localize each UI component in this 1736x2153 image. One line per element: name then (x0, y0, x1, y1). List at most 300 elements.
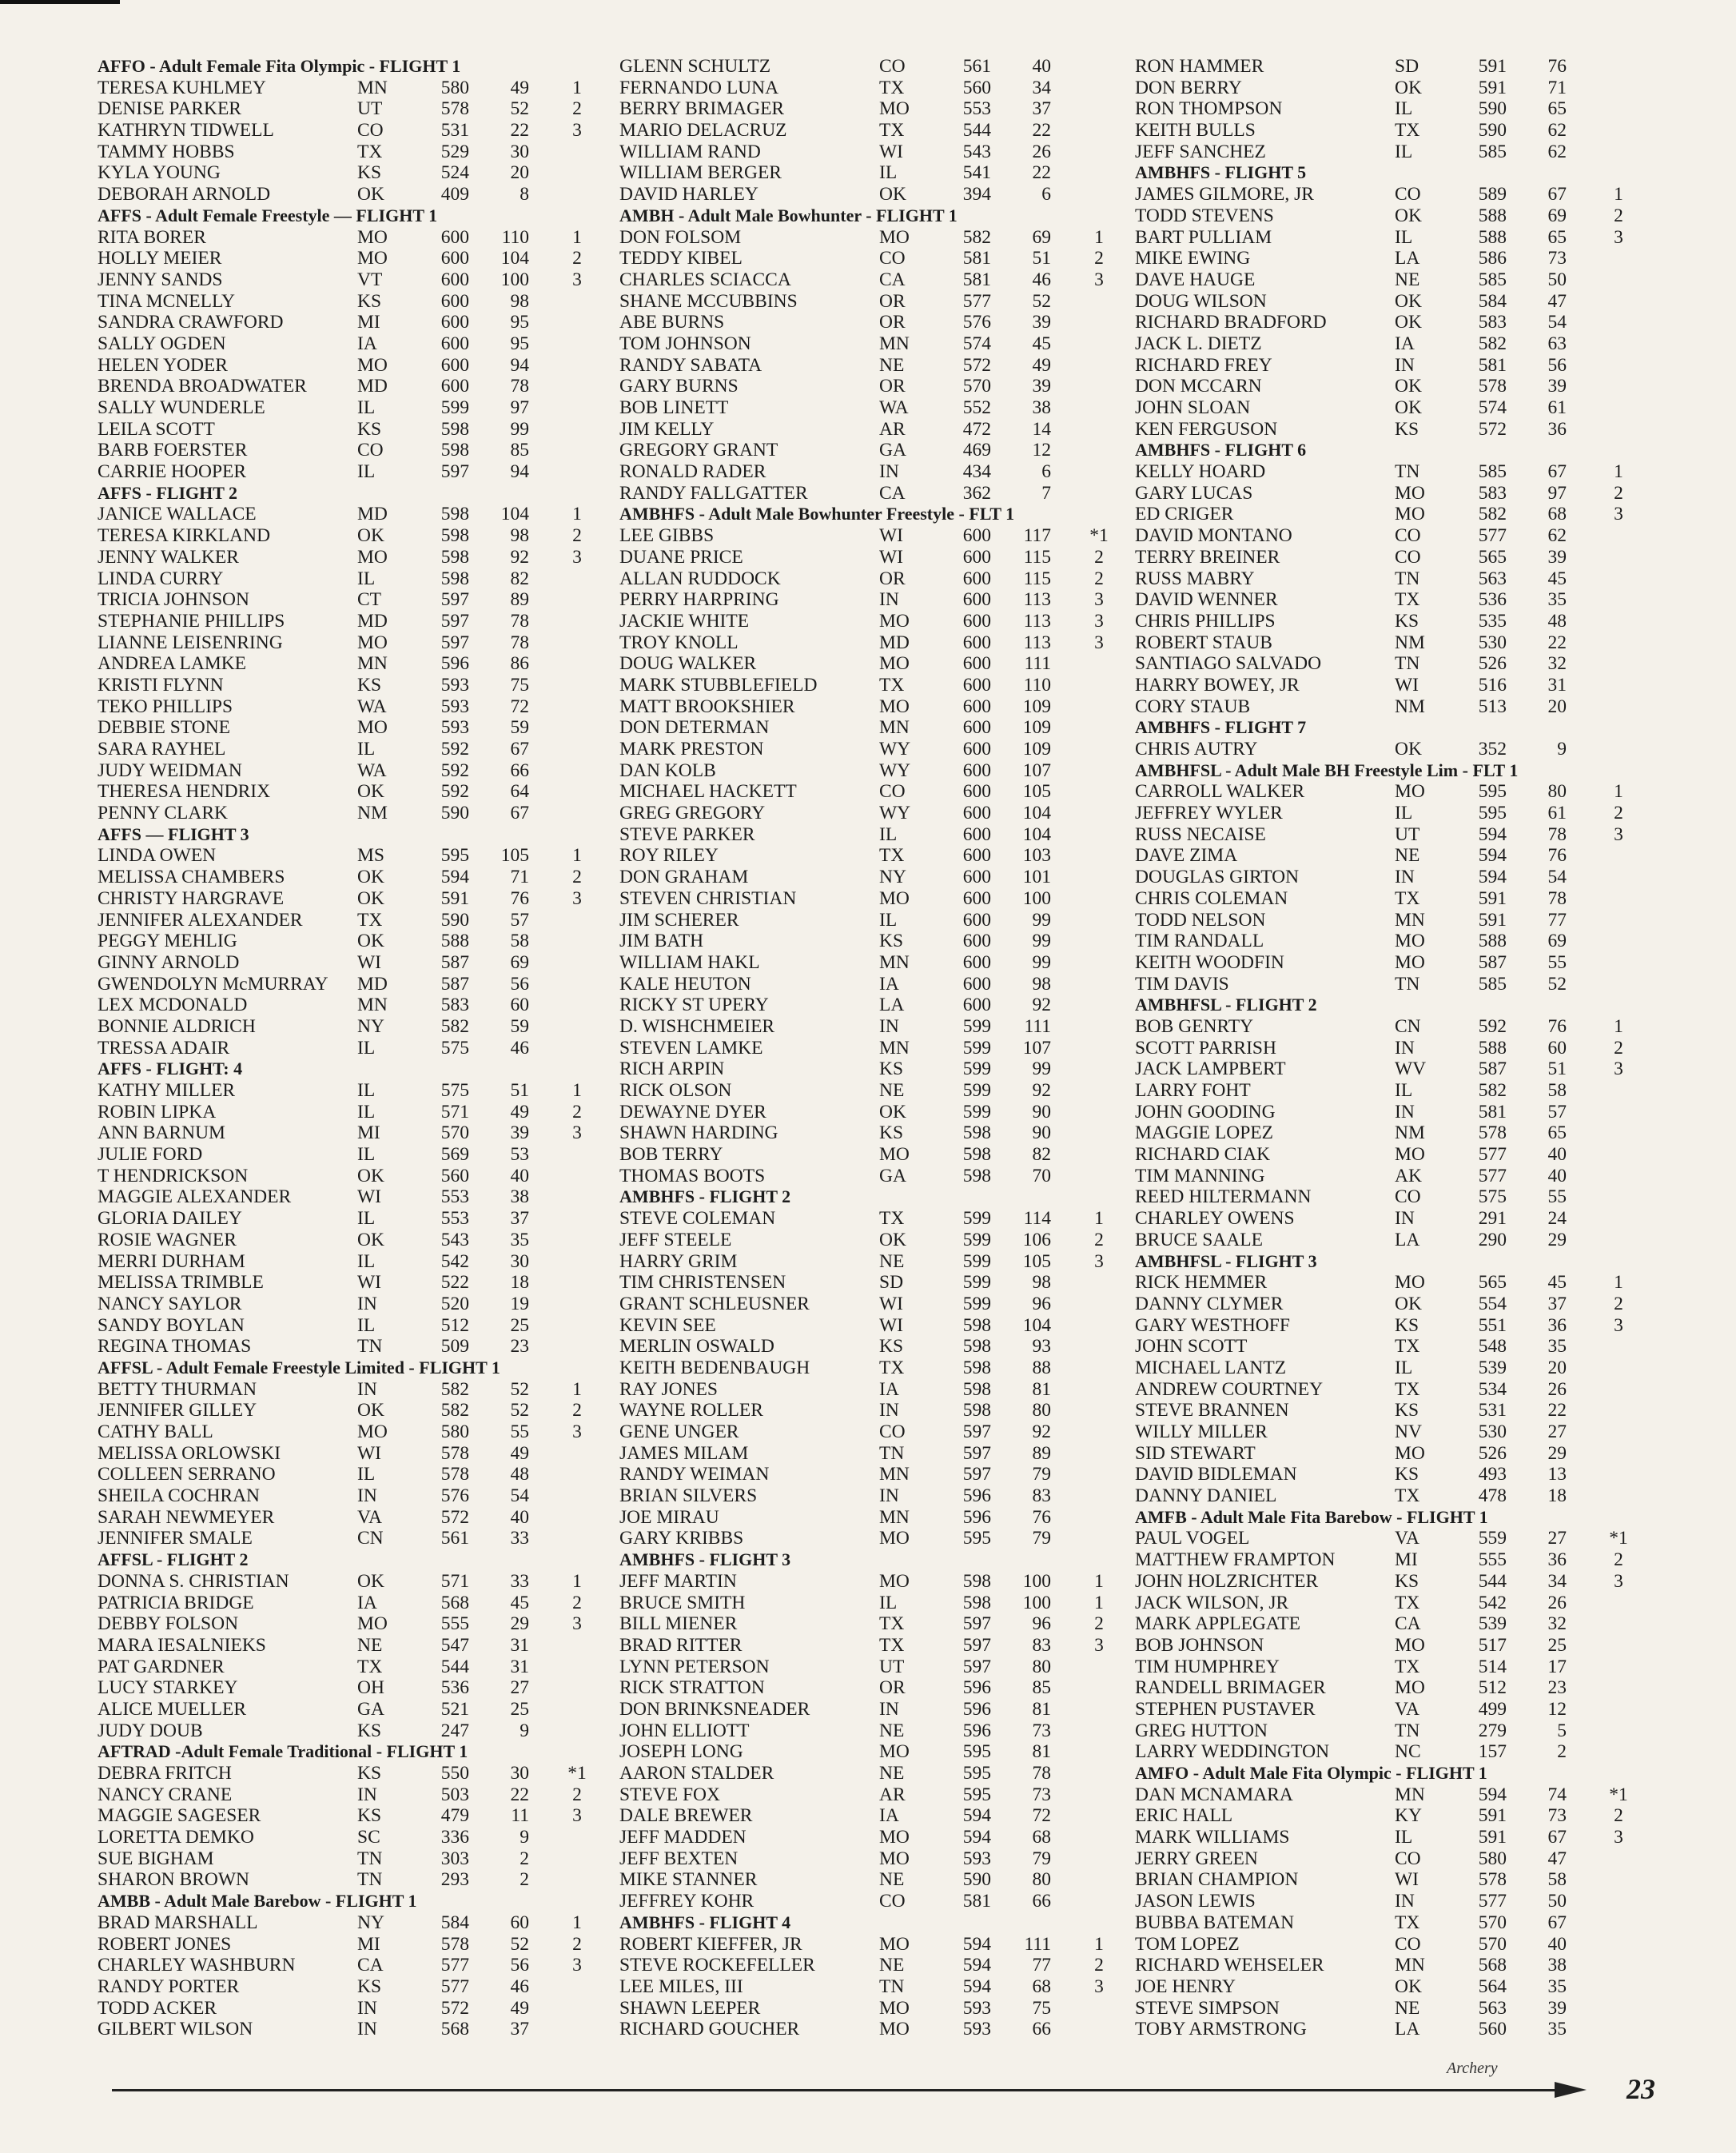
archer-name: JIM KELLY (619, 418, 715, 440)
archer-state: KS (879, 1336, 904, 1358)
archer-score: 551 (1478, 1314, 1507, 1336)
archer-place: 1 (572, 77, 582, 98)
archer-state: WI (357, 1272, 382, 1294)
archer-x-count: 92 (1032, 1080, 1051, 1101)
archer-state: IN (879, 1485, 899, 1507)
archer-x-count: 52 (510, 1933, 529, 1955)
archer-state: OR (879, 1677, 906, 1699)
archer-state: NE (879, 1250, 905, 1272)
archer-x-count: 72 (1032, 1805, 1051, 1827)
archer-name: ABE BURNS (619, 312, 725, 333)
archer-score: 352 (1478, 739, 1507, 760)
archer-name: TODD STEVENS (1135, 205, 1274, 226)
archer-score: 593 (440, 674, 469, 696)
archer-state: CN (357, 1528, 384, 1549)
archer-name: SANDY BOYLAN (98, 1314, 245, 1336)
archer-score: 570 (440, 1122, 469, 1144)
archer-x-count: 117 (1023, 525, 1051, 547)
archer-state: MO (879, 887, 910, 909)
archer-score: 600 (962, 546, 991, 568)
archer-place: 3 (1614, 1314, 1623, 1336)
archer-place: 1 (1094, 226, 1104, 248)
archer-name: BETTY THURMAN (98, 1378, 257, 1400)
archer-name: TINA MCNELLY (98, 290, 235, 312)
archer-score: 595 (1478, 781, 1507, 803)
archer-x-count: 100 (500, 269, 529, 290)
archer-x-count: 26 (1032, 141, 1051, 162)
archer-name: MATTHEW FRAMPTON (1135, 1549, 1336, 1571)
archer-score: 582 (1478, 504, 1507, 525)
archer-x-count: 109 (1022, 717, 1051, 739)
archer-name: RONALD RADER (619, 461, 766, 483)
archer-x-count: 76 (510, 887, 529, 909)
archer-score: 577 (1478, 1165, 1507, 1186)
archer-state: MI (1395, 1549, 1418, 1571)
archer-score: 599 (962, 1101, 991, 1122)
archer-x-count: 76 (1547, 1015, 1567, 1037)
archer-name: LUCY STARKEY (98, 1677, 238, 1699)
archer-state: NE (1395, 1997, 1420, 2019)
archer-name: GARY WESTHOFF (1135, 1314, 1290, 1336)
archer-name: WILLY MILLER (1135, 1421, 1268, 1442)
archer-x-count: 92 (1032, 1421, 1051, 1442)
archer-x-count: 99 (1032, 909, 1051, 931)
archer-score: 590 (962, 1869, 991, 1891)
archer-x-count: 99 (1032, 951, 1051, 973)
archer-state: KS (357, 162, 382, 184)
archer-x-count: 37 (510, 1208, 529, 1230)
archer-score: 409 (440, 184, 469, 205)
archer-x-count: 56 (510, 973, 529, 995)
archer-x-count: 97 (510, 397, 529, 418)
archer-x-count: 98 (510, 525, 529, 547)
archer-name: LARRY FOHT (1135, 1080, 1251, 1101)
archer-name: FERNANDO LUNA (619, 77, 779, 98)
archer-state: TN (1395, 653, 1420, 675)
archer-score: 598 (962, 1336, 991, 1358)
archer-x-count: 62 (1547, 141, 1567, 162)
archer-name: DEBRA FRITCH (98, 1763, 232, 1784)
archer-name: SCOTT PARRISH (1135, 1037, 1276, 1059)
archer-name: DOUGLAS GIRTON (1135, 867, 1300, 888)
archer-score: 597 (962, 1421, 991, 1442)
archer-state: IL (1395, 1357, 1413, 1378)
archer-name: KATHY MILLER (98, 1080, 236, 1101)
archer-score: 595 (440, 845, 469, 867)
archer-name: TIM MANNING (1135, 1165, 1265, 1186)
archer-name: KYLA YOUNG (98, 162, 221, 184)
archer-state: MO (879, 696, 910, 717)
archer-state: WI (879, 546, 904, 568)
archer-name: SANDRA CRAWFORD (98, 312, 284, 333)
archer-score: 575 (440, 1037, 469, 1059)
archer-name: T HENDRICKSON (98, 1165, 249, 1186)
archer-state: MO (1395, 951, 1425, 973)
archer-x-count: 104 (1022, 823, 1051, 845)
archer-state: IN (879, 461, 899, 483)
archer-name: MELISSA TRIMBLE (98, 1272, 264, 1294)
archer-name: BERRY BRIMAGER (619, 98, 785, 120)
archer-name: JOE MIRAU (619, 1506, 719, 1528)
archer-x-count: 46 (510, 1976, 529, 1997)
archer-state: UT (357, 98, 383, 120)
archer-state: MO (879, 1528, 910, 1549)
archer-place: 3 (1094, 610, 1104, 632)
archer-score: 581 (962, 269, 991, 290)
archer-state: TN (357, 1848, 383, 1869)
archer-x-count: 104 (1022, 803, 1051, 824)
archer-state: IL (357, 1314, 376, 1336)
archer-score: 581 (962, 1891, 991, 1912)
archer-x-count: 60 (510, 995, 529, 1016)
archer-state: CA (879, 269, 906, 290)
archer-name: RICH ARPIN (619, 1059, 725, 1080)
archer-state: TX (879, 1208, 905, 1230)
archer-x-count: 115 (1023, 568, 1051, 589)
archer-state: MO (879, 1570, 910, 1592)
archer-state: NM (1395, 632, 1425, 653)
archer-x-count: 92 (1032, 995, 1051, 1016)
archer-place: 2 (1094, 568, 1104, 589)
archer-name: LEX MCDONALD (98, 995, 248, 1016)
archer-score: 565 (1478, 1272, 1507, 1294)
archer-name: JENNIFER GILLEY (98, 1400, 257, 1421)
archer-state: CO (879, 1891, 906, 1912)
archer-place: 3 (572, 1955, 582, 1976)
archer-state: KS (879, 1059, 904, 1080)
archer-score: 572 (440, 1997, 469, 2019)
archer-name: TERRY BREINER (1135, 546, 1280, 568)
archer-place: 3 (1094, 269, 1104, 290)
archer-state: KS (357, 1720, 382, 1741)
archer-score: 592 (1478, 1015, 1507, 1037)
archer-state: MO (1395, 1144, 1425, 1166)
archer-name: GLENN SCHULTZ (619, 56, 771, 77)
archer-place: 2 (1094, 1955, 1104, 1976)
archer-score: 568 (1478, 1955, 1507, 1976)
archer-score: 591 (1478, 77, 1507, 98)
archer-x-count: 98 (1032, 1272, 1051, 1294)
archer-name: ANDREA LAMKE (98, 653, 247, 675)
archer-state: KS (1395, 1570, 1419, 1592)
archer-place: 2 (1614, 803, 1623, 824)
archer-name: BILL MIENER (619, 1613, 738, 1635)
archer-x-count: 77 (1547, 909, 1567, 931)
archer-name: RICHARD BRADFORD (1135, 312, 1327, 333)
division-title: AMBHFSL - FLIGHT 2 (1135, 995, 1317, 1015)
top-rule (0, 0, 120, 4)
archer-score: 577 (962, 290, 991, 312)
archer-name: MELISSA CHAMBERS (98, 867, 285, 888)
archer-score: 547 (440, 1634, 469, 1656)
archer-state: IL (879, 909, 898, 931)
archer-x-count: 8 (520, 184, 529, 205)
archer-x-count: 66 (510, 760, 529, 781)
archer-x-count: 18 (510, 1272, 529, 1294)
archer-name: BOB TERRY (619, 1144, 723, 1166)
archer-state: KS (357, 674, 382, 696)
archer-x-count: 22 (1032, 120, 1051, 142)
archer-state: MN (357, 995, 388, 1016)
archer-state: AR (879, 418, 906, 440)
archer-x-count: 25 (510, 1698, 529, 1720)
archer-name: RITA BORER (98, 226, 206, 248)
archer-score: 600 (962, 589, 991, 611)
archer-name: BRUCE SMITH (619, 1592, 746, 1613)
archer-x-count: 55 (1547, 1186, 1567, 1208)
archer-score: 598 (440, 546, 469, 568)
archer-x-count: 68 (1032, 1827, 1051, 1848)
archer-state: WI (879, 1314, 904, 1336)
archer-score: 516 (1478, 674, 1507, 696)
archer-x-count: 33 (510, 1528, 529, 1549)
archer-name: TOM JOHNSON (619, 333, 751, 354)
archer-state: LA (1395, 1229, 1420, 1250)
archer-x-count: 80 (1032, 1869, 1051, 1891)
archer-name: JOHN ELLIOTT (619, 1720, 750, 1741)
archer-place: 1 (1094, 1570, 1104, 1592)
archer-x-count: 106 (1022, 1229, 1051, 1250)
archer-state: TN (357, 1336, 383, 1358)
archer-state: WY (879, 803, 911, 824)
archer-name: COLLEEN SERRANO (98, 1464, 276, 1485)
archer-state: IL (357, 1144, 376, 1166)
archer-state: MD (357, 504, 388, 525)
archer-score: 563 (1478, 1997, 1507, 2019)
archer-x-count: 99 (1032, 1059, 1051, 1080)
archer-score: 576 (440, 1485, 469, 1507)
archer-x-count: 66 (1032, 1891, 1051, 1912)
archer-score: 600 (440, 290, 469, 312)
archer-state: MO (1395, 1272, 1425, 1294)
archer-score: 598 (962, 1144, 991, 1166)
archer-x-count: 90 (1032, 1101, 1051, 1122)
archer-score: 582 (440, 1400, 469, 1421)
archer-state: IA (357, 333, 377, 354)
archer-name: SID STEWART (1135, 1442, 1256, 1464)
archer-x-count: 45 (510, 1592, 529, 1613)
archer-state: NY (357, 1912, 384, 1933)
archer-state: CO (1395, 1848, 1421, 1869)
archer-x-count: 113 (1023, 632, 1051, 653)
archer-x-count: 92 (510, 546, 529, 568)
archer-state: IN (879, 589, 899, 611)
archer-state: IL (357, 1037, 376, 1059)
archer-name: TRICIA JOHNSON (98, 589, 249, 611)
division-title: AMBHFS - FLIGHT 3 (619, 1549, 791, 1570)
archer-x-count: 67 (1547, 184, 1567, 205)
archer-name: DON BERRY (1135, 77, 1242, 98)
archer-score: 593 (962, 2019, 991, 2040)
archer-state: NY (879, 867, 906, 888)
archer-state: TX (879, 1634, 905, 1656)
archer-state: IL (357, 1250, 376, 1272)
archer-x-count: 82 (1032, 1144, 1051, 1166)
archer-name: MARIO DELACRUZ (619, 120, 787, 142)
archer-score: 279 (1478, 1720, 1507, 1741)
archer-state: OK (1395, 205, 1422, 226)
archer-score: 592 (440, 781, 469, 803)
archer-name: STEVE ROCKEFELLER (619, 1955, 815, 1976)
archer-score: 600 (962, 696, 991, 717)
archer-state: WI (1395, 674, 1419, 696)
archer-name: ANDREW COURTNEY (1135, 1378, 1324, 1400)
archer-score: 568 (440, 1592, 469, 1613)
archer-x-count: 19 (510, 1293, 529, 1314)
archer-state: NC (1395, 1741, 1421, 1763)
archer-x-count: 67 (1547, 1912, 1567, 1933)
archer-state: MO (879, 1741, 910, 1763)
archer-x-count: 36 (1547, 1549, 1567, 1571)
archer-place: 1 (1094, 1933, 1104, 1955)
archer-x-count: 34 (1547, 1570, 1567, 1592)
archer-name: MAGGIE ALEXANDER (98, 1186, 292, 1208)
archer-score: 594 (1478, 867, 1507, 888)
archer-score: 598 (440, 418, 469, 440)
archer-score: 472 (962, 418, 991, 440)
archer-score: 600 (962, 887, 991, 909)
archer-state: KS (357, 418, 382, 440)
archer-place: 1 (572, 504, 582, 525)
archer-name: SHAWN LEEPER (619, 1997, 761, 2019)
archer-score: 590 (440, 909, 469, 931)
archer-state: CO (357, 440, 384, 461)
archer-name: KEN FERGUSON (1135, 418, 1278, 440)
archer-x-count: 49 (510, 1997, 529, 2019)
archer-x-count: 23 (1547, 1677, 1567, 1699)
archer-score: 553 (440, 1208, 469, 1230)
archer-place: 3 (1614, 1570, 1623, 1592)
archer-score: 578 (440, 1442, 469, 1464)
archer-score: 596 (440, 653, 469, 675)
archer-state: IL (879, 1592, 898, 1613)
archer-state: MO (1395, 482, 1425, 504)
archer-x-count: 93 (1032, 1336, 1051, 1358)
archer-place: 2 (1614, 1293, 1623, 1314)
archer-score: 593 (962, 1848, 991, 1869)
archer-place: 1 (572, 1378, 582, 1400)
archer-x-count: 110 (501, 226, 529, 248)
archer-place: 1 (572, 226, 582, 248)
archer-score: 530 (1478, 632, 1507, 653)
archer-x-count: 58 (510, 931, 529, 952)
archer-score: 574 (962, 333, 991, 354)
archer-place: 3 (1614, 1827, 1623, 1848)
archer-x-count: 5 (1557, 1720, 1567, 1741)
archer-score: 593 (440, 717, 469, 739)
archer-place: 3 (1614, 226, 1623, 248)
archer-state: MD (357, 376, 388, 397)
archer-state: IL (879, 162, 898, 184)
division-title: AMBB - Adult Male Barebow - FLIGHT 1 (98, 1891, 417, 1912)
archer-state: IA (879, 973, 899, 995)
archer-name: CHRISTY HARGRAVE (98, 887, 285, 909)
archer-name: DAVID HARLEY (619, 184, 759, 205)
archer-score: 600 (440, 312, 469, 333)
archer-score: 514 (1478, 1656, 1507, 1677)
archer-name: TRESSA ADAIR (98, 1037, 230, 1059)
archer-place: 3 (1614, 823, 1623, 845)
archer-name: CORY STAUB (1135, 696, 1251, 717)
archer-x-count: 76 (1032, 1506, 1051, 1528)
archer-x-count: 45 (1547, 1272, 1567, 1294)
archer-state: GA (879, 1165, 906, 1186)
archer-score: 595 (1478, 803, 1507, 824)
archer-state: OK (357, 1165, 384, 1186)
archer-state: TN (1395, 461, 1420, 483)
archer-x-count: 65 (1547, 1122, 1567, 1144)
archer-x-count: 54 (1547, 312, 1567, 333)
archer-x-count: 54 (1547, 867, 1567, 888)
archer-x-count: 73 (1032, 1784, 1051, 1805)
archer-place: *1 (567, 1763, 587, 1784)
archer-state: MN (1395, 1784, 1425, 1805)
archer-x-count: 26 (1547, 1378, 1567, 1400)
archer-name: ROY RILEY (619, 845, 719, 867)
archer-name: JUDY DOUB (98, 1720, 203, 1741)
archer-state: IA (879, 1805, 899, 1827)
archer-x-count: 79 (1032, 1464, 1051, 1485)
archer-name: WILLIAM BERGER (619, 162, 782, 184)
archer-x-count: 62 (1547, 120, 1567, 142)
archer-score: 578 (440, 1933, 469, 1955)
archer-state: CO (879, 1421, 906, 1442)
archer-x-count: 105 (500, 845, 529, 867)
archer-name: SALLY OGDEN (98, 333, 226, 354)
archer-state: OK (1395, 1293, 1422, 1314)
archer-state: IL (1395, 141, 1413, 162)
archer-score: 591 (1478, 909, 1507, 931)
archer-x-count: 25 (510, 1314, 529, 1336)
archer-x-count: 46 (510, 1037, 529, 1059)
archer-state: NM (1395, 696, 1425, 717)
archer-state: KS (357, 290, 382, 312)
archer-x-count: 7 (1041, 482, 1051, 504)
archer-score: 293 (440, 1869, 469, 1891)
archer-name: MAGGIE SAGESER (98, 1805, 261, 1827)
archer-name: JIM BATH (619, 931, 704, 952)
archer-score: 576 (962, 312, 991, 333)
archer-place: 2 (1614, 1549, 1623, 1571)
archer-state: IA (357, 1592, 377, 1613)
archer-name: JEFF MARTIN (619, 1570, 737, 1592)
archer-x-count: 57 (510, 909, 529, 931)
archer-x-count: 30 (510, 1250, 529, 1272)
archer-name: WAYNE ROLLER (619, 1400, 763, 1421)
archer-state: TX (1395, 120, 1420, 142)
archer-x-count: 66 (1032, 2019, 1051, 2040)
archer-x-count: 6 (1041, 184, 1051, 205)
archer-score: 572 (1478, 418, 1507, 440)
archer-name: TIM RANDALL (1135, 931, 1264, 952)
archer-name: MARK APPLEGATE (1135, 1613, 1300, 1635)
archer-x-count: 69 (1547, 931, 1567, 952)
archer-state: OK (357, 931, 384, 952)
archer-name: JENNIFER ALEXANDER (98, 909, 303, 931)
archer-name: NANCY CRANE (98, 1784, 233, 1805)
division-title: AMBHFS - FLIGHT 4 (619, 1912, 791, 1932)
archer-state: MN (879, 717, 910, 739)
archer-score: 597 (962, 1442, 991, 1464)
archer-score: 588 (1478, 205, 1507, 226)
archer-name: JEFFREY WYLER (1135, 803, 1283, 824)
archer-state: MD (357, 973, 388, 995)
archer-name: KELLY HOARD (1135, 461, 1266, 483)
archer-name: BARB FOERSTER (98, 440, 248, 461)
archer-state: CO (879, 781, 906, 803)
archer-name: GWENDOLYN McMURRAY (98, 973, 328, 995)
archer-name: STEVE FOX (619, 1784, 720, 1805)
